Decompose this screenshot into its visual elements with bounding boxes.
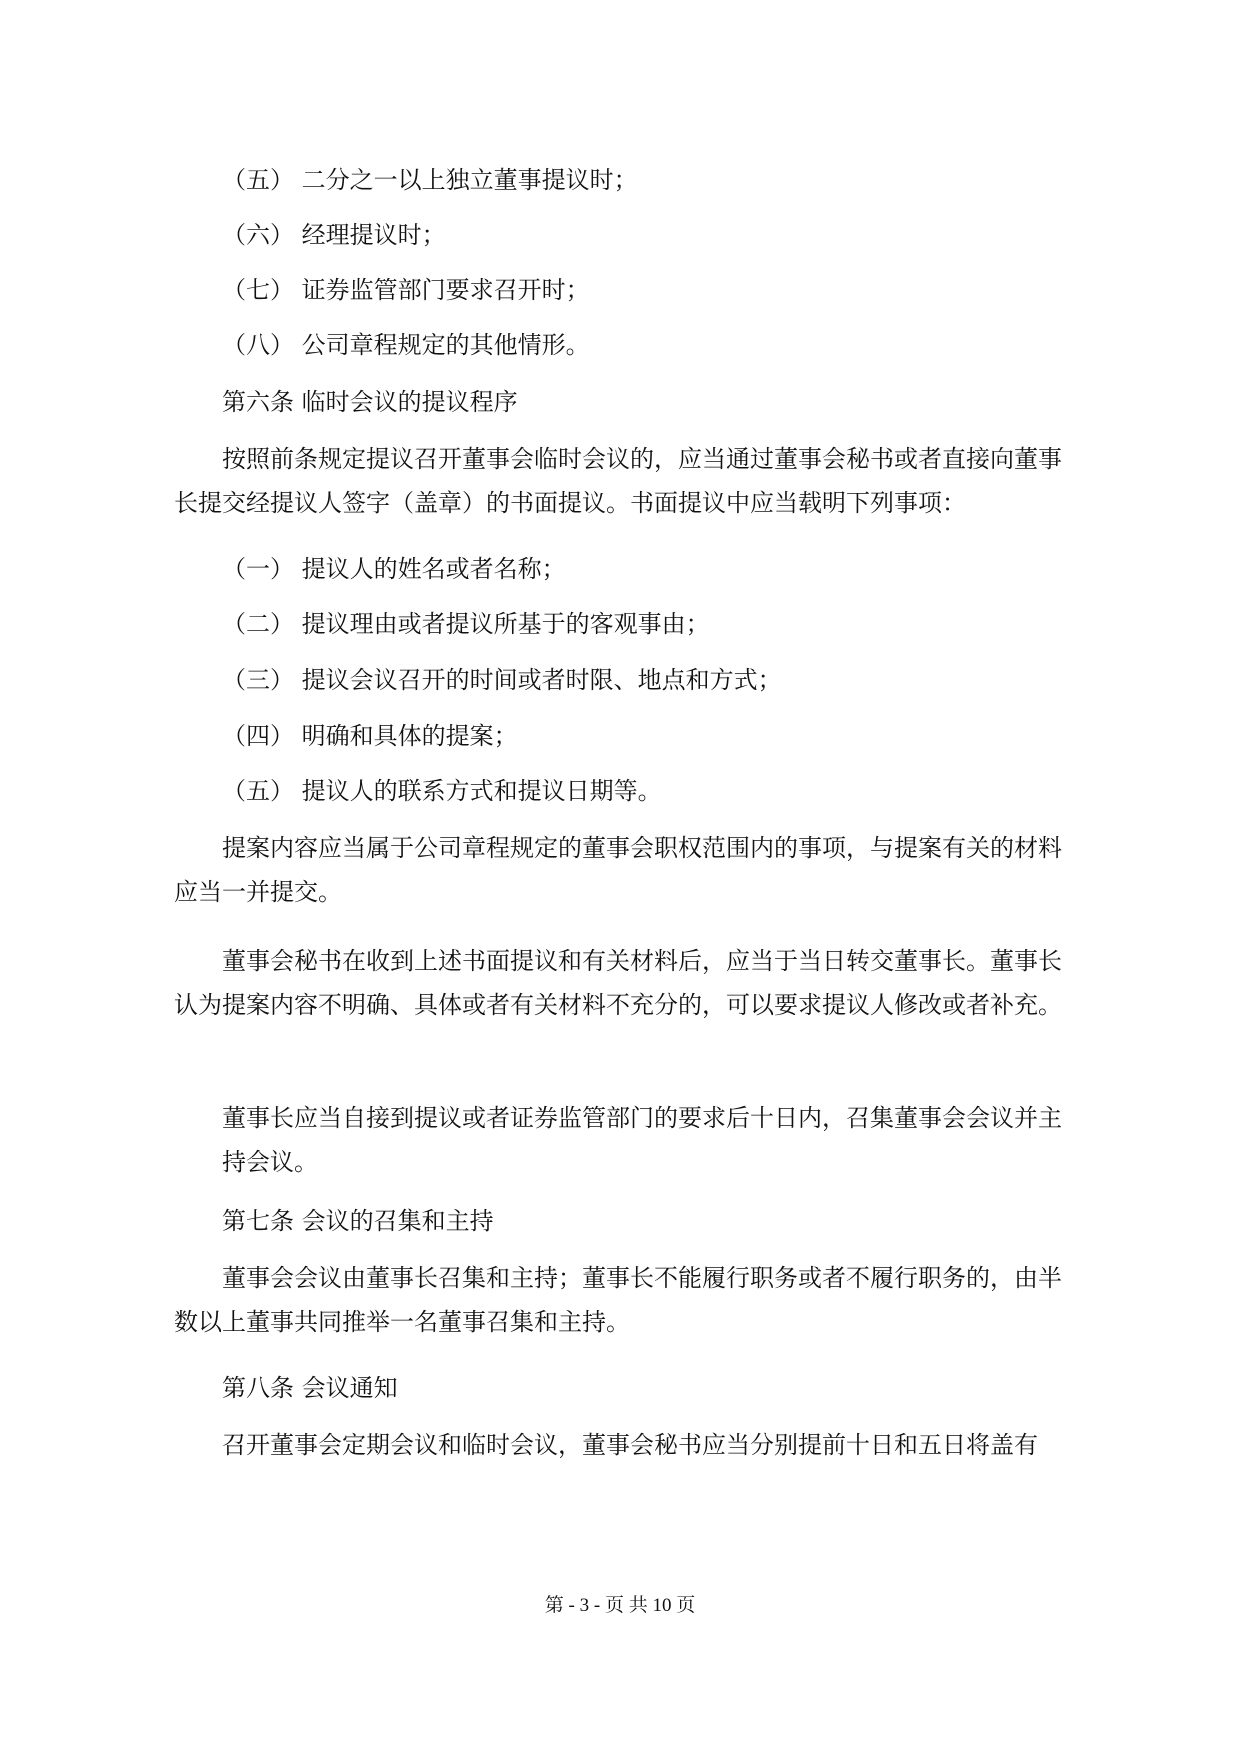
list-item-7-regulator: （七） 证券监管部门要求召开时； xyxy=(222,276,590,304)
article-8-heading: 第八条 会议通知 xyxy=(222,1374,398,1402)
page-footer: 第 - 3 - 页 共 10 页 xyxy=(544,1595,696,1616)
proposal-item-2: （二） 提议理由或者提议所基于的客观事由； xyxy=(222,610,710,638)
list-item-8-other: （八） 公司章程规定的其他情形。 xyxy=(222,331,590,359)
chairman-convene-paragraph: 董事长应当自接到提议或者证券监管部门的要求后十日内，召集董事会会议并主持会议。 xyxy=(222,1104,1062,1176)
proposal-content-paragraph: 提案内容应当属于公司章程规定的董事会职权范围内的事项，与提案有关的材料应当一并提交。 xyxy=(174,834,1062,906)
proposal-item-5: （五） 提议人的联系方式和提议日期等。 xyxy=(222,777,662,805)
article-7-body-paragraph: 董事会会议由董事长召集和主持；董事长不能履行职务或者不履行职务的，由半数以上董事共同推举一名董事召集和主持。 xyxy=(174,1264,1062,1336)
secretary-forward-paragraph: 董事会秘书在收到上述书面提议和有关材料后，应当于当日转交董事长。董事长认为提案内容不明确、具体或者有关材料不充分的，可以要求提议人修改或者补充。 xyxy=(174,947,1062,1019)
article-8-body-paragraph: 召开董事会定期会议和临时会议，董事会秘书应当分别提前十日和五日将盖有 xyxy=(222,1431,1038,1459)
list-item-6-manager: （六） 经理提议时； xyxy=(222,221,446,249)
proposal-item-3: （三） 提议会议召开的时间或者时限、地点和方式； xyxy=(222,666,782,694)
article-7-heading: 第七条 会议的召集和主持 xyxy=(222,1207,494,1235)
proposal-item-1: （一） 提议人的姓名或者名称； xyxy=(222,555,566,583)
article-6-heading: 第六条 临时会议的提议程序 xyxy=(222,388,518,416)
proposal-item-4: （四） 明确和具体的提案； xyxy=(222,722,518,750)
list-item-5-independent-directors: （五） 二分之一以上独立董事提议时； xyxy=(222,166,638,194)
article-6-body-paragraph: 按照前条规定提议召开董事会临时会议的，应当通过董事会秘书或者直接向董事长提交经提议人签字（盖章）的书面提议。书面提议中应当载明下列事项： xyxy=(174,445,1062,517)
